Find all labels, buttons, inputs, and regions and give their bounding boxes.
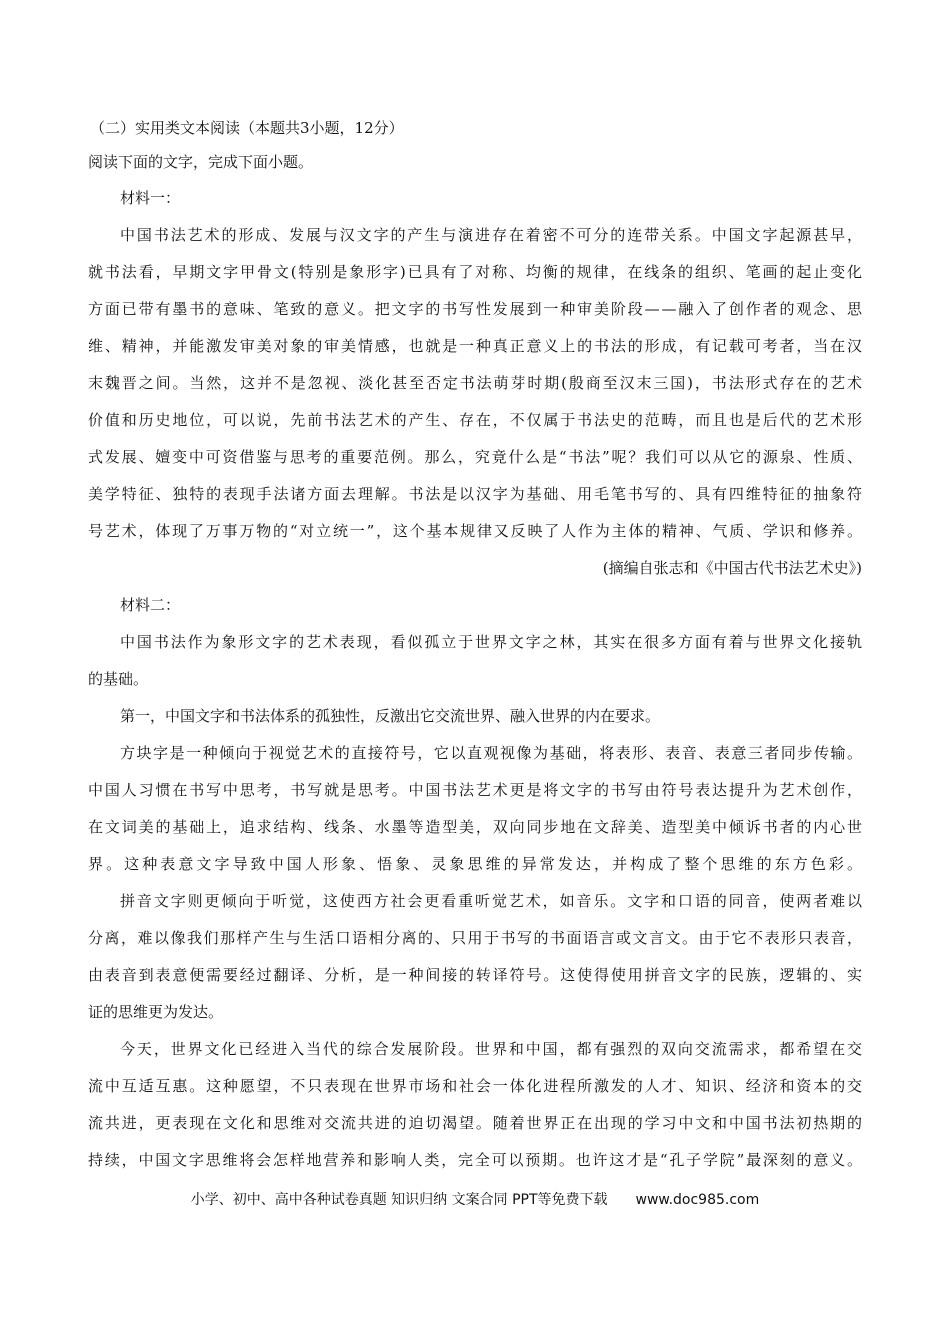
material-one-line: 美学特征、独特的表现手法诸方面去理解。书法是以汉字为基础、用毛笔书写的、具有四维特征的抽象符 xyxy=(88,485,864,503)
material-one-line: 式发展、嬗变中可资借鉴与思考的重要范例。那么，究竟什么是“书法”呢？我们可以从它的源泉、性质、 xyxy=(88,448,864,466)
material-two-line: 分离，难以像我们那样产生与生活口语相分离的、只用于书写的书面语言或文言文。由于它不表形只表音， xyxy=(88,929,864,947)
material-two-line: 今天，世界文化已经进入当代的综合发展阶段。世界和中国，都有强烈的双向交流需求，都希望在交 xyxy=(120,1040,864,1058)
material-two-label: 材料二： xyxy=(120,596,181,614)
footer-url-link[interactable]: www.doc985.com xyxy=(635,1192,760,1208)
material-two-line: 拼音文字则更倾向于听觉，这使西方社会更看重听觉艺术，如音乐。文字和口语的同音，使两者难以 xyxy=(120,892,864,910)
material-two-line: 的基础。 xyxy=(88,670,149,688)
material-one-line: 末魏晋之间。当然，这并不是忽视、淡化甚至否定书法萌芽时期(殷商至汉末三国)，书法形式存在的艺术 xyxy=(88,374,864,392)
material-one-line: 方面已带有墨书的意味、笔致的意义。把文字的书写性发展到一种审美阶段——融入了创作者的观念、思 xyxy=(88,300,864,318)
page-footer xyxy=(0,1190,950,1210)
material-two-line: 在文词美的基础上，追求结构、线条、水墨等造型美，双向同步地在文辞美、造型美中倾诉书者的内心世 xyxy=(88,818,864,836)
material-two-line: 界。这种表意文字导致中国人形象、悟象、灵象思维的异常发达，并构成了整个思维的东方色彩。 xyxy=(88,855,866,873)
material-two-line: 中国书法作为象形文字的艺术表现，看似孤立于世界文字之林，其实在很多方面有着与世界文化接轨 xyxy=(120,633,864,651)
material-two-line: 持续，中国文字思维将会怎样地营养和影响人类，完全可以预期。也许这才是“孔子学院”最深刻的意义。 xyxy=(88,1151,864,1169)
section-heading: （二）实用类文本阅读（本题共3小题，12分） xyxy=(90,119,404,137)
material-one-label: 材料一： xyxy=(120,189,181,207)
material-two-line: 由表音到表意便需要经过翻译、分析，是一种间接的转译符号。这使得使用拼音文字的民族，逻辑的、实 xyxy=(88,966,864,984)
material-two-line: 证的思维更为发达。 xyxy=(88,1003,224,1021)
material-two-line: 中国人习惯在书写中思考，书写就是思考。中国书法艺术更是将文字的书写由符号表达提升为艺术创作， xyxy=(88,781,864,799)
material-one-line: 维、精神，并能激发审美对象的审美情感，也就是一种真正意义上的书法的形成，有记载可考者，当在汉 xyxy=(88,337,864,355)
material-one-line: 号艺术，体现了万事万物的“对立统一”，这个基本规律又反映了人作为主体的精神、气质、学识和修养。 xyxy=(88,522,864,540)
instruction-text: 阅读下面的文字，完成下面小题。 xyxy=(88,153,314,171)
footer-text: 小学、初中、高中各种试卷真题 知识归纳 文案合同 PPT等免费下载 xyxy=(190,1192,608,1208)
material-one-line: 中国书法艺术的形成、发展与汉文字的产生与演进存在着密不可分的连带关系。中国文字起源甚早， xyxy=(120,226,864,244)
material-two-line: 流共进，更表现在文化和思维对交流共进的迫切渴望。随着世界正在出现的学习中文和中国书法初热期的 xyxy=(88,1114,864,1132)
material-one-source: (摘编自张志和《中国古代书法艺术史》) xyxy=(602,559,862,577)
material-one-line: 价值和历史地位，可以说，先前书法艺术的产生、存在，不仅属于书法史的范畴，而且也是后代的艺术形 xyxy=(88,411,864,429)
material-two-line: 第一，中国文字和书法体系的孤独性，反激出它交流世界、融入世界的内在要求。 xyxy=(120,707,661,725)
material-two-line: 方块字是一种倾向于视觉艺术的直接符号，它以直观视像为基础，将表形、表音、表意三者同步传输。 xyxy=(120,744,864,762)
material-two-line: 流中互适互惠。这种愿望，不只表现在世界市场和社会一体化进程所激发的人才、知识、经济和资本的交 xyxy=(88,1077,864,1095)
material-one-line: 就书法看，早期文字甲骨文(特别是象形字)已具有了对称、均衡的规律，在线条的组织、笔画的起止变化 xyxy=(88,263,864,281)
